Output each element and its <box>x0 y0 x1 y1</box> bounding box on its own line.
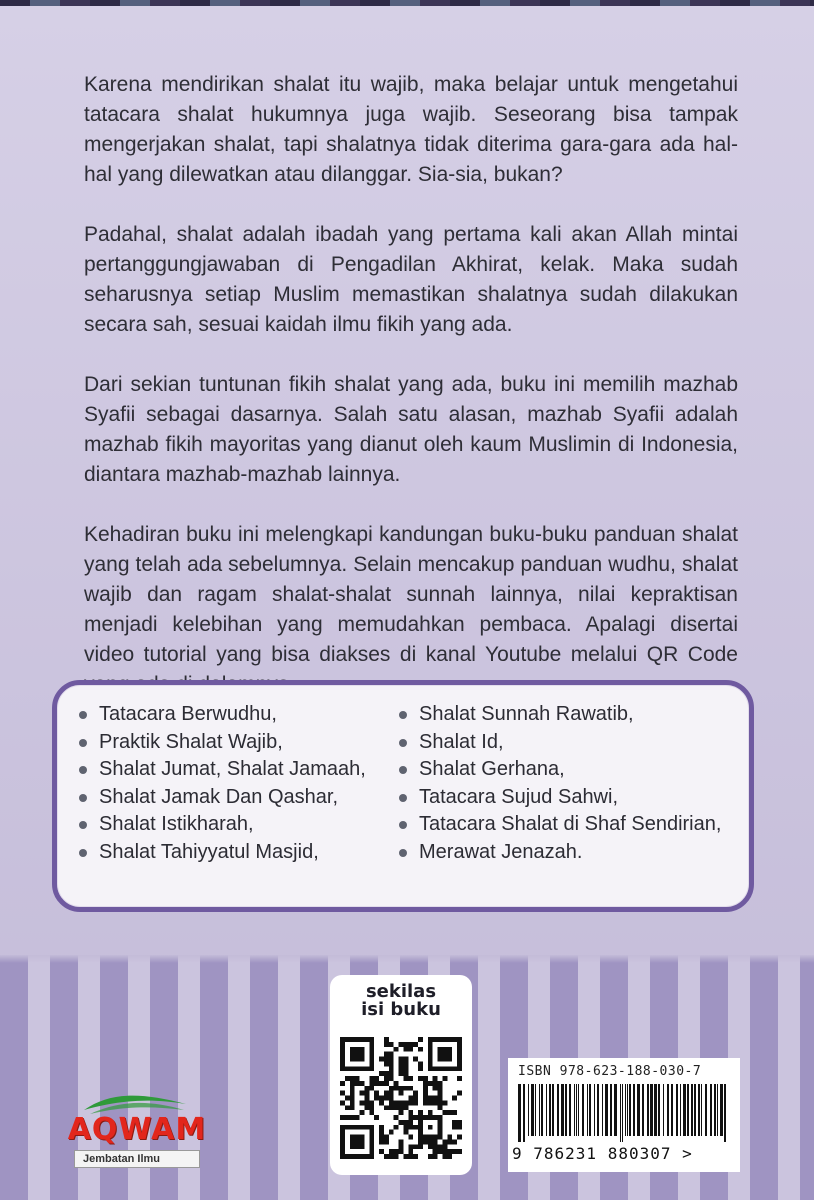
list-item <box>397 729 747 757</box>
list-item-label: Shalat Sunnah Rawatib, <box>419 703 634 725</box>
publisher-logo <box>62 1090 222 1170</box>
list-item-label: Tatacara Berwudhu, <box>99 703 277 725</box>
qr-code-icon[interactable] <box>340 1037 462 1159</box>
contents-list-left <box>77 701 377 866</box>
list-item-label: Praktik Shalat Wajib, <box>99 730 283 753</box>
blurb-paragraph-2: Padahal, shalat adalah ibadah yang pertama kali akan Allah mintai pertanggungjawaban di Pengadilan Akhirat, kelak. Maka sudah seharusnya setiap Muslim memastikan shalatnya sudah dilakukan secara sah, sesuai kaidah ilmu fikih yang ada. <box>84 223 738 336</box>
barcode-icon <box>518 1084 730 1142</box>
contents-list-right <box>397 701 747 866</box>
blurb-paragraph-4: Kehadiran buku ini melengkapi kandungan buku-buku panduan shalat yang telah ada sebelumnya. Selain mencakup panduan wudhu, shalat wajib dan ragam shalat-shalat sunnah lainnya, nilai kepraktisan menjadi kelebihan yang memudahkan pembaca. Apalagi disertai video tutorial yang bisa diakses di kanal Youtube melalui QR Code <box>84 523 738 666</box>
list-item <box>77 811 377 839</box>
list-item-label: Shalat Tahiyyatul Masjid, <box>99 840 319 863</box>
qr-caption <box>330 983 472 1019</box>
bullet-icon <box>399 821 407 829</box>
bullet-icon <box>79 821 87 829</box>
list-item <box>77 839 377 867</box>
bullet-icon <box>79 739 87 747</box>
publisher-tagline: Jembatan Ilmu <box>74 1150 200 1168</box>
barcode-digits: 9 786231 880307 > <box>512 1144 693 1163</box>
list-item <box>77 729 377 757</box>
list-item-label: Shalat Gerhana, <box>419 758 565 780</box>
list-item <box>397 811 747 839</box>
bullet-icon <box>79 794 87 802</box>
contents-list-box <box>52 680 754 912</box>
list-item <box>77 756 377 784</box>
blurb-paragraph-3: Dari sekian tuntunan fikih shalat yang ada, buku ini memilih mazhab Syafii sebagai dasarnya. Salah satu alasan, mazhab Syafii adalah mazhab fikih mayoritas yang dianut oleh kaum Muslimin di Indonesia, diantara mazhab-mazhab lainnya. <box>84 373 738 486</box>
publisher-name: AQWAM <box>67 1112 207 1147</box>
list-item <box>397 839 747 867</box>
bullet-icon <box>79 849 87 857</box>
list-item-label: Shalat Id, <box>419 730 504 753</box>
qr-caption-line-2: isi buku <box>361 999 441 1020</box>
list-item-label: Shalat Jumat, Shalat Jamaah, <box>99 758 366 780</box>
qr-card <box>330 975 472 1175</box>
blurb-text <box>84 70 738 730</box>
bullet-icon <box>79 766 87 774</box>
list-item-label: Tatacara Shalat di Shaf Sendirian, <box>419 813 722 835</box>
blurb-paragraph-1: Karena mendirikan shalat itu wajib, maka belajar untuk mengetahui tatacara shalat hukumnya juga wajib. Seseorang bisa tampak mengerjakan shalat, tapi shalatnya tidak diterima gara-gara ada hal-hal yang dilewatkan atau dilanggar. Sia-sia, bukan? <box>84 73 738 186</box>
bullet-icon <box>399 711 407 719</box>
bullet-icon <box>399 849 407 857</box>
bullet-icon <box>399 766 407 774</box>
list-item <box>397 784 747 812</box>
list-item-label: Shalat Istikharah, <box>99 813 254 835</box>
bullet-icon <box>399 794 407 802</box>
isbn-label: ISBN 978-623-188-030-7 <box>518 1064 702 1079</box>
bullet-icon <box>79 711 87 719</box>
list-item-label: Shalat Jamak Dan Qashar, <box>99 785 339 808</box>
bullet-icon <box>399 739 407 747</box>
top-edge-strip <box>0 0 814 6</box>
list-item <box>397 756 747 784</box>
qr-caption-line-1: sekilas <box>365 981 437 1002</box>
list-item-label: Tatacara Sujud Sahwi, <box>419 785 619 808</box>
list-item <box>77 701 377 729</box>
isbn-barcode <box>508 1058 740 1172</box>
list-item <box>397 701 747 729</box>
list-item-label: Merawat Jenazah. <box>419 840 583 863</box>
list-item <box>77 784 377 812</box>
